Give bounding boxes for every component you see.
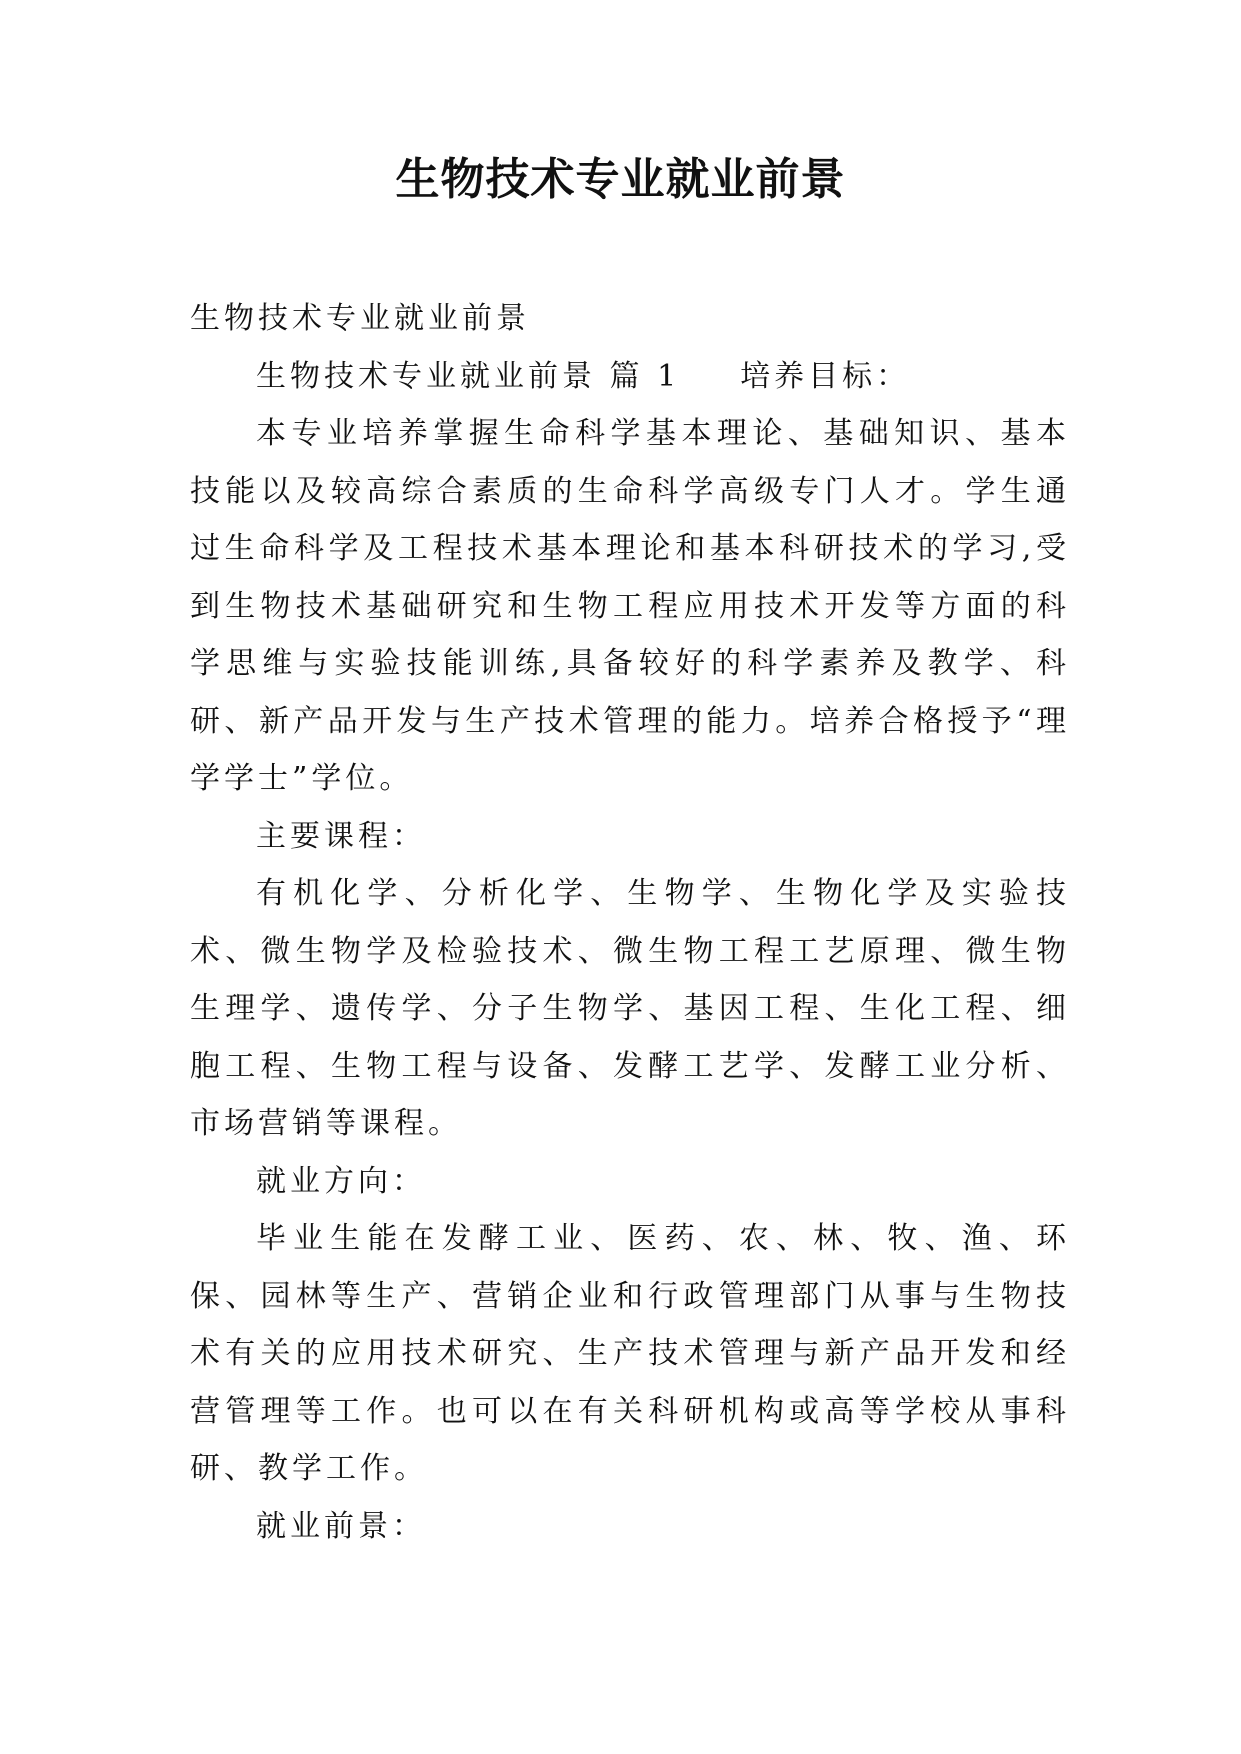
career-paragraph: 毕业生能在发酵工业、医药、农、林、牧、渔、环保、园林等生产、营销企业和行政管理部门从事与生物技术有关的应用技术研究、生产技术管理与新产品开发和经营管理等工作。也可以在有关科研机构或高等学校从事科研、教学工作。 — [190, 1221, 1070, 1486]
courses-paragraph: 有机化学、分析化学、生物学、生物化学及实验技术、微生物学及检验技术、微生物工程工艺原理、微生物生理学、遗传学、分子生物学、基因工程、生化工程、细胞工程、生物工程与设备、发酵工艺学、发酵工业分析、市场营销等课程。 — [190, 876, 1070, 1141]
document-subtitle: 生物技术专业就业前景 — [190, 301, 530, 336]
training-goal-label: 培养目标： — [740, 358, 911, 394]
career-label: 就业方向： — [256, 1163, 426, 1199]
courses-label: 主要课程： — [256, 818, 426, 854]
training-goal-paragraph: 本专业培养掌握生命科学基本理论、基础知识、基本技能以及较高综合素质的生命科学高级专门人才。学生通过生命科学及工程技术基本理论和基本科研技术的学习,受到生物技术基础研究和生物工程应用技术开发等方面的科学思维与实验技能训练,具备较好的科学素养及教学、科研、新产品开发与生产技术管理的能力。培养合格授予“理学学士”学位。 — [190, 416, 1070, 796]
prospect-label: 就业前景： — [256, 1508, 426, 1544]
section-line — [190, 348, 1070, 406]
document-title: 生物技术专业就业前景 — [395, 154, 846, 205]
section-heading: 生物技术专业就业前景 篇 1 — [256, 358, 681, 394]
document-body — [190, 290, 1070, 1555]
